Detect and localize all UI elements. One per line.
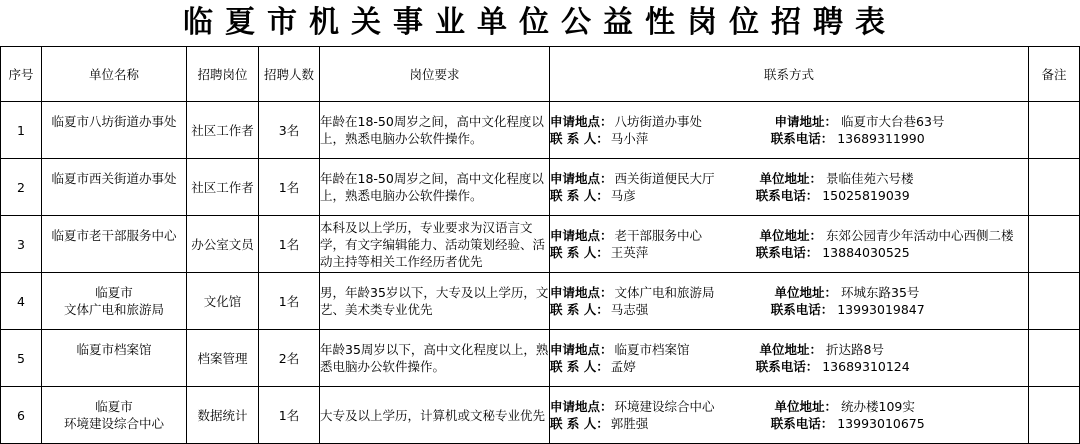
post-requirement: 年龄在18-50周岁之间，高中文化程度以上，熟悉电脑办公软件操作。 [320, 102, 550, 159]
phone-value: 13689310124 [822, 359, 910, 374]
unit-name-cell [42, 159, 187, 216]
table-header-row [1, 47, 1080, 102]
address-value: 环城东路35号 [841, 285, 920, 300]
contact-line-2 [550, 130, 1028, 147]
phone-value: 15025819039 [822, 188, 910, 203]
header-no: 序号 [1, 47, 42, 102]
row-number: 4 [1, 273, 42, 330]
address-value: 统办楼109实 [841, 399, 915, 414]
table-row [1, 387, 1080, 444]
contact-line-1 [550, 113, 1028, 130]
contact-line-1 [550, 170, 1028, 187]
address-value: 临夏市大台巷63号 [841, 114, 945, 129]
contact-person-label: 联 系 人： [550, 188, 609, 203]
hire-count: 1名 [259, 273, 320, 330]
phone-label: 联系电话： [770, 302, 834, 317]
address-value: 东郊公园青少年活动中心西侧二楼 [826, 228, 1014, 243]
note-cell [1029, 387, 1080, 444]
hire-count: 1名 [259, 159, 320, 216]
contact-cell [550, 102, 1029, 159]
address-value: 折达路8号 [826, 342, 884, 357]
contact-line-2 [550, 301, 1028, 318]
phone-label: 联系电话： [755, 359, 819, 374]
contact-cell [550, 330, 1029, 387]
unit-name-line1: 临夏市档案馆 [76, 342, 152, 357]
row-number: 6 [1, 387, 42, 444]
contact-cell [550, 216, 1029, 273]
hire-count: 3名 [259, 102, 320, 159]
post-requirement: 大专及以上学历，计算机或文秘专业优先 [320, 387, 550, 444]
unit-name-line2 [42, 244, 186, 261]
contact-line-2 [550, 187, 1028, 204]
phone-label: 联系电话： [770, 131, 834, 146]
contact-cell [550, 273, 1029, 330]
apply-place-value: 临夏市档案馆 [614, 342, 690, 357]
contact-person-label: 联 系 人： [550, 416, 609, 431]
contact-person-label: 联 系 人： [550, 131, 609, 146]
post-name: 社区工作者 [187, 102, 259, 159]
post-requirement: 年龄在18-50周岁之间，高中文化程度以上，熟悉电脑办公软件操作。 [320, 159, 550, 216]
table-row [1, 330, 1080, 387]
apply-place-label: 申请地点： [550, 114, 613, 129]
post-name: 文化馆 [187, 273, 259, 330]
row-number: 1 [1, 102, 42, 159]
contact-person-label: 联 系 人： [550, 302, 609, 317]
note-cell [1029, 102, 1080, 159]
address-label: 申请地址： [774, 114, 838, 129]
hire-count: 1名 [259, 387, 320, 444]
address-label: 单位地址： [759, 228, 823, 243]
contact-person-label: 联 系 人： [550, 359, 609, 374]
apply-place-label: 申请地点： [550, 342, 613, 357]
unit-name-line1: 临夏市西关街道办事处 [51, 171, 177, 186]
table-row [1, 216, 1080, 273]
table-row [1, 159, 1080, 216]
unit-name-line1: 临夏市 [95, 285, 133, 300]
unit-name-line2: 环境建设综合中心 [63, 416, 164, 431]
phone-value: 13689311990 [837, 131, 925, 146]
contact-cell [550, 387, 1029, 444]
contact-line-2 [550, 358, 1028, 375]
post-name: 办公室文员 [187, 216, 259, 273]
note-cell [1029, 273, 1080, 330]
contact-person-value: 郭胜强 [610, 416, 649, 431]
unit-name-line2 [42, 130, 186, 147]
post-name: 社区工作者 [187, 159, 259, 216]
unit-name-line1: 临夏市 [95, 399, 133, 414]
contact-person-value: 马小萍 [610, 131, 649, 146]
header-req: 岗位要求 [320, 47, 550, 102]
page-title: 临夏市机关事业单位公益性岗位招聘表 [183, 5, 897, 40]
post-requirement: 年龄35周岁以下，高中文化程度以上，熟悉电脑办公软件操作。 [320, 330, 550, 387]
contact-person-value: 马志强 [610, 302, 649, 317]
post-name: 档案管理 [187, 330, 259, 387]
contact-line-1 [550, 398, 1028, 415]
address-label: 单位地址： [759, 171, 823, 186]
contact-line-2 [550, 415, 1028, 432]
apply-place-label: 申请地点： [550, 399, 613, 414]
apply-place-label: 申请地点： [550, 228, 613, 243]
address-label: 单位地址： [774, 399, 838, 414]
apply-place-label: 申请地点： [550, 171, 613, 186]
table-row [1, 102, 1080, 159]
contact-person-value: 王英萍 [610, 245, 649, 260]
header-note: 备注 [1029, 47, 1080, 102]
row-number: 5 [1, 330, 42, 387]
post-name: 数据统计 [187, 387, 259, 444]
unit-name-cell [42, 216, 187, 273]
address-label: 单位地址： [774, 285, 838, 300]
unit-name-cell [42, 102, 187, 159]
note-cell [1029, 159, 1080, 216]
note-cell [1029, 330, 1080, 387]
post-requirement: 男，年龄35岁以下，大专及以上学历，文艺、美术类专业优先 [320, 273, 550, 330]
hire-count: 1名 [259, 216, 320, 273]
unit-name-line2 [42, 358, 186, 375]
contact-line-1 [550, 284, 1028, 301]
apply-place-value: 八坊街道办事处 [614, 114, 703, 129]
header-count: 招聘人数 [259, 47, 320, 102]
address-value: 景临佳苑六号楼 [826, 171, 914, 186]
contact-line-1 [550, 227, 1028, 244]
phone-label: 联系电话： [770, 416, 834, 431]
unit-name-line2 [42, 187, 186, 204]
apply-place-value: 文体广电和旅游局 [614, 285, 715, 300]
contact-cell [550, 159, 1029, 216]
apply-place-value: 环境建设综合中心 [614, 399, 715, 414]
row-number: 3 [1, 216, 42, 273]
unit-name-line2: 文体广电和旅游局 [63, 302, 164, 317]
phone-value: 13993019847 [837, 302, 925, 317]
phone-label: 联系电话： [755, 245, 819, 260]
contact-person-value: 孟婷 [610, 359, 636, 374]
apply-place-value: 老干部服务中心 [614, 228, 703, 243]
table-row [1, 273, 1080, 330]
contact-line-1 [550, 341, 1028, 358]
contact-line-2 [550, 244, 1028, 261]
header-post: 招聘岗位 [187, 47, 259, 102]
unit-name-cell [42, 273, 187, 330]
header-contact: 联系方式 [550, 47, 1029, 102]
post-requirement: 本科及以上学历，专业要求为汉语言文学，有文字编辑能力、活动策划经验、活动主持等相关工作经历者优先 [320, 216, 550, 273]
apply-place-label: 申请地点： [550, 285, 613, 300]
unit-name-cell [42, 387, 187, 444]
unit-name-cell [42, 330, 187, 387]
phone-value: 13993010675 [837, 416, 925, 431]
recruitment-table [0, 46, 1080, 444]
unit-name-line1: 临夏市老干部服务中心 [51, 228, 177, 243]
phone-value: 13884030525 [822, 245, 910, 260]
header-unit: 单位名称 [42, 47, 187, 102]
row-number: 2 [1, 159, 42, 216]
note-cell [1029, 216, 1080, 273]
phone-label: 联系电话： [755, 188, 819, 203]
contact-person-label: 联 系 人： [550, 245, 609, 260]
address-label: 单位地址： [759, 342, 823, 357]
unit-name-line1: 临夏市八坊街道办事处 [51, 114, 177, 129]
hire-count: 2名 [259, 330, 320, 387]
apply-place-value: 西关街道便民大厅 [614, 171, 715, 186]
contact-person-value: 马彦 [610, 188, 636, 203]
